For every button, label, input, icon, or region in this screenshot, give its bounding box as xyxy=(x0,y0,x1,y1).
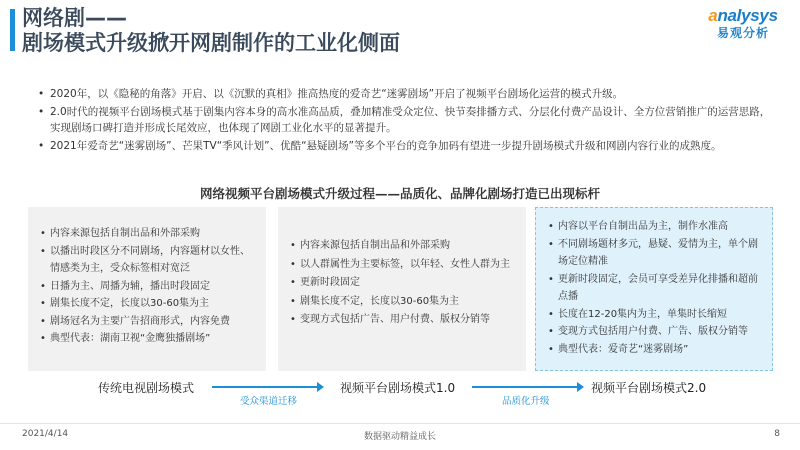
tv-theater-box xyxy=(28,207,266,371)
transition-label: 品质化升级 xyxy=(502,396,550,407)
box-item: • 内容来源包括自制出品和外部采购 xyxy=(38,225,256,243)
intro-bullet: • 2020年，以《隐秘的角落》开启、以《沉默的真相》推高热度的爱奇艺“迷雾剧场”开启了视频平台剧场化运营的模式升级。 xyxy=(38,86,778,102)
box-item: • 内容以平台自制出品为主，制作水准高 xyxy=(546,218,762,236)
box-item: • 内容来源包括自制出品和外部采购 xyxy=(288,237,516,256)
intro-bullets xyxy=(38,86,778,156)
logo-chinese: 易观分析 xyxy=(716,26,769,40)
box-item: • 剧集长度不定，长度以30-60集为主 xyxy=(38,295,256,313)
page-title-line-2: 剧场模式升级掀开网剧制作的工业化侧面 xyxy=(22,31,400,55)
section-title: 网络视频平台剧场模式升级过程——品质化、品牌化剧场打造已出现标杆 xyxy=(199,186,600,201)
logo-a-mark: a xyxy=(708,6,718,25)
box-item: • 变现方式包括广告、用户付费、版权分销等 xyxy=(288,311,516,330)
page-title-line-1: 网络剧—— xyxy=(22,6,127,30)
arrow-icon xyxy=(212,386,322,388)
box-item: • 更新时段固定 xyxy=(288,274,516,293)
box-item: • 剧集长度不定，长度以30-60集为主 xyxy=(288,293,516,312)
box-item: • 以播出时段区分不同剧场，内容题材以女性、情感类为主，受众标签相对宽泛 xyxy=(38,243,256,278)
video-platform-2-box xyxy=(535,207,773,371)
box-item: • 更新时段固定，会员可享受差异化排播和超前点播 xyxy=(546,271,762,306)
box-item: • 长度在12-20集内为主，单集时长缩短 xyxy=(546,306,762,324)
logo-wordmark xyxy=(700,6,786,26)
arrow-icon xyxy=(472,386,582,388)
footer-date: 2021/4/14 xyxy=(22,429,69,439)
box-item: • 以人群属性为主要标签，以年轻、女性人群为主 xyxy=(288,256,516,275)
stage-label-v1: 视频平台剧场模式1.0 xyxy=(340,381,456,395)
footer-divider xyxy=(0,423,800,424)
title-accent-bar xyxy=(10,9,15,51)
stage-label-tv: 传统电视剧场模式 xyxy=(98,381,195,395)
box-item: • 变现方式包括用户付费、广告、版权分销等 xyxy=(546,323,762,341)
logo-wordmark-rest: nalysys xyxy=(717,6,778,25)
intro-bullet: • 2021年爱奇艺“迷雾剧场”、芒果TV“季风计划”、优酷“悬疑剧场”等多个平台的竞争加码有望进一步提升剧场模式升级和网剧内容行业的成熟度。 xyxy=(38,138,778,154)
footer-slogan: 数据驱动精益成长 xyxy=(363,432,436,442)
intro-bullet: • 2.0时代的视频平台剧场模式基于剧集内容本身的高水准高品质，叠加精准受众定位、快节奏排播方式、分层化付费产品设计、全方位营销推广的运营思路，实现剧场口碑打造并形成长尾效应，也体现了网剧工业化水平的显著提升。 xyxy=(38,104,778,136)
box-item: • 剧场冠名为主要广告招商形式，内容免费 xyxy=(38,313,256,331)
box-item: • 典型代表：湖南卫视“金鹰独播剧场” xyxy=(38,330,256,348)
page-number: 8 xyxy=(774,429,780,439)
analysys-logo xyxy=(700,6,786,41)
stage-label-v2: 视频平台剧场模式2.0 xyxy=(591,381,707,395)
page-title xyxy=(22,6,400,56)
video-platform-1-box xyxy=(278,207,526,371)
transition-label: 受众渠道迁移 xyxy=(240,396,298,407)
box-item: • 不同剧场题材多元，悬疑、爱情为主，单个剧场定位精准 xyxy=(546,236,762,271)
box-item: • 日播为主、周播为辅，播出时段固定 xyxy=(38,278,256,296)
box-item: • 典型代表：爱奇艺“迷雾剧场” xyxy=(546,341,762,359)
